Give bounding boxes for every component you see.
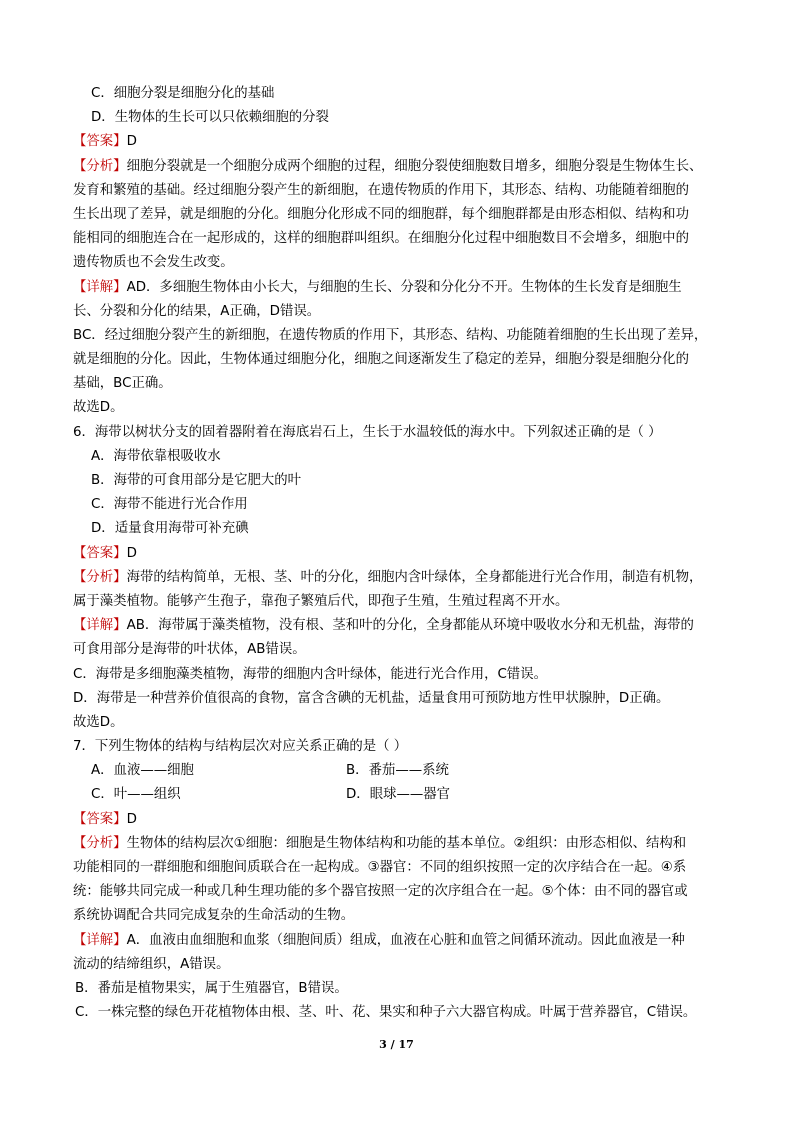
answer-tag: 【答案】 [73, 811, 127, 827]
q7-detail-line: B．番茄是植物果实，属于生殖器官，B错误。 [75, 980, 348, 996]
q5-detail-line: 基础，BC正确。 [73, 376, 172, 392]
q5-option-d: D．生物体的生长可以只依赖细胞的分裂 [91, 110, 329, 126]
q5-analysis-line: 【分析】细胞分裂就是一个细胞分成两个细胞的过程，细胞分裂使细胞数目增多，细胞分裂是生物体生长、 [73, 158, 703, 174]
q5-detail-line: 长、分裂和分化的结果，A正确，D错误。 [73, 303, 321, 319]
detail-tag: 【详解】 [73, 932, 127, 948]
q5-answer [73, 130, 731, 154]
q5-conclusion: 故选D。 [73, 400, 124, 416]
q6-detail-line: 【详解】AB．海带属于藻类植物，没有根、茎和叶的分化，全身都能从环境中吸收水分和无机盐，海带的 [73, 618, 694, 634]
q6-detail-line: C．海带是多细胞藻类植物，海带的细胞内含叶绿体，能进行光合作用，C错误。 [73, 666, 547, 682]
q7-analysis-line: 系统协调配合共同完成复杂的生命活动的生物。 [73, 908, 355, 924]
q7-detail-line: 流动的结缔组织，A错误。 [73, 956, 230, 972]
q6-detail-line: D．海带是一种营养价值很高的食物，富含含碘的无机盐，适量食用可预防地方性甲状腺肿，D正确。 [73, 690, 670, 706]
q6-analysis-line: 【分析】海带的结构简单，无根、茎、叶的分化，细胞内含叶绿体，全身都能进行光合作用，制造有机物， [73, 569, 703, 585]
detail-tag: 【详解】 [73, 618, 127, 634]
q7-options-row [73, 783, 731, 807]
q7-analysis-line: 【分析】生物体的结构层次①细胞：细胞是生物体结构和功能的基本单位。②组织：由形态相似、结构和 [73, 835, 687, 851]
q6-option-d: D．适量食用海带可补充碘 [91, 521, 249, 537]
detail-tag: 【详解】 [73, 279, 127, 295]
q5-detail-line: 【详解】AD．多细胞生物体由小长大，与细胞的生长、分裂和分化分不开。生物体的生长发育是细胞生 [73, 279, 682, 295]
q5-detail-line: BC．经过细胞分裂产生的新细胞，在遗传物质的作用下，其形态、结构、功能随着细胞的生长出现了差异， [73, 327, 708, 343]
q6-answer [73, 542, 731, 566]
q5-option-c: C．细胞分裂是细胞分化的基础 [91, 86, 275, 101]
q5-detail-line: 就是细胞的分化。因此，生物体通过细胞分化，细胞之间逐渐发生了稳定的差异，细胞分裂是细胞分化的 [73, 352, 689, 368]
q5-analysis-line: 生长出现了差异，就是细胞的分化。细胞分化形成不同的细胞群，每个细胞群都是由形态相似、结构和功 [73, 206, 689, 222]
answer-tag: 【答案】 [73, 134, 127, 150]
q6-option-a: A．海带依靠根吸收水 [91, 448, 221, 464]
q6-detail-line: 可食用部分是海带的叶状体，AB错误。 [73, 642, 306, 658]
answer-value: D [126, 134, 137, 150]
q6-option-c: C．海带不能进行光合作用 [91, 497, 248, 513]
q7-option-a: A．血液——细胞 [91, 763, 194, 779]
q5-analysis-line: 遗传物质也不会发生改变。 [73, 255, 234, 271]
document-body [73, 82, 731, 1025]
analysis-tag: 【分析】 [73, 835, 127, 851]
q7-options-row [73, 759, 731, 783]
q5-analysis-line: 能相同的细胞连合在一起形成的，这样的细胞群叫组织。在细胞分化过程中细胞数目不会增多，细胞中的 [73, 231, 689, 247]
q6-stem: 6．海带以树状分支的固着器附着在海底岩石上，生长于水温较低的海水中。下列叙述正确的是（ ） [73, 424, 662, 440]
q7-analysis-line: 统：能够共同完成一种或几种生理功能的多个器官按照一定的次序组合在一起。⑤个体：由不同的器官或 [73, 884, 688, 900]
q6-analysis-line: 属于藻类植物。能够产生孢子，靠孢子繁殖后代，即孢子生殖，生殖过程离不开水。 [73, 593, 569, 609]
q7-option-d: D．眼球——器官 [346, 787, 451, 803]
analysis-tag: 【分析】 [73, 158, 127, 174]
q7-option-b: B．番茄——系统 [346, 763, 449, 779]
answer-tag: 【答案】 [73, 545, 127, 561]
q6-conclusion: 故选D。 [73, 714, 124, 730]
analysis-tag: 【分析】 [73, 569, 127, 585]
q7-detail-line: 【详解】A．血液由血细胞和血浆（细胞间质）组成，血液在心脏和血管之间循环流动。因此血液是一种 [73, 932, 685, 948]
q6-option-b: B．海带的可食用部分是它肥大的叶 [91, 473, 302, 488]
q5-analysis-line: 发育和繁殖的基础。经过细胞分裂产生的新细胞，在遗传物质的作用下，其形态、结构、功能随着细胞的 [73, 182, 689, 198]
q7-detail-line: C．一株完整的绿色开花植物体由根、茎、叶、花、果实和种子六大器官构成。叶属于营养器官，C错误。 [75, 1005, 697, 1021]
q7-analysis-line: 功能相同的一群细胞和细胞间质联合在一起构成。③器官：不同的组织按照一定的次序结合在一起。④系 [73, 860, 687, 875]
page-number: 3 / 17 [379, 1038, 414, 1051]
q7-option-c: C．叶——组织 [91, 787, 181, 803]
answer-value: D [126, 545, 137, 561]
answer-value: D [126, 811, 137, 827]
q7-stem: 7．下列生物体的结构与结构层次对应关系正确的是（ ） [73, 739, 408, 755]
q7-answer [73, 808, 731, 832]
